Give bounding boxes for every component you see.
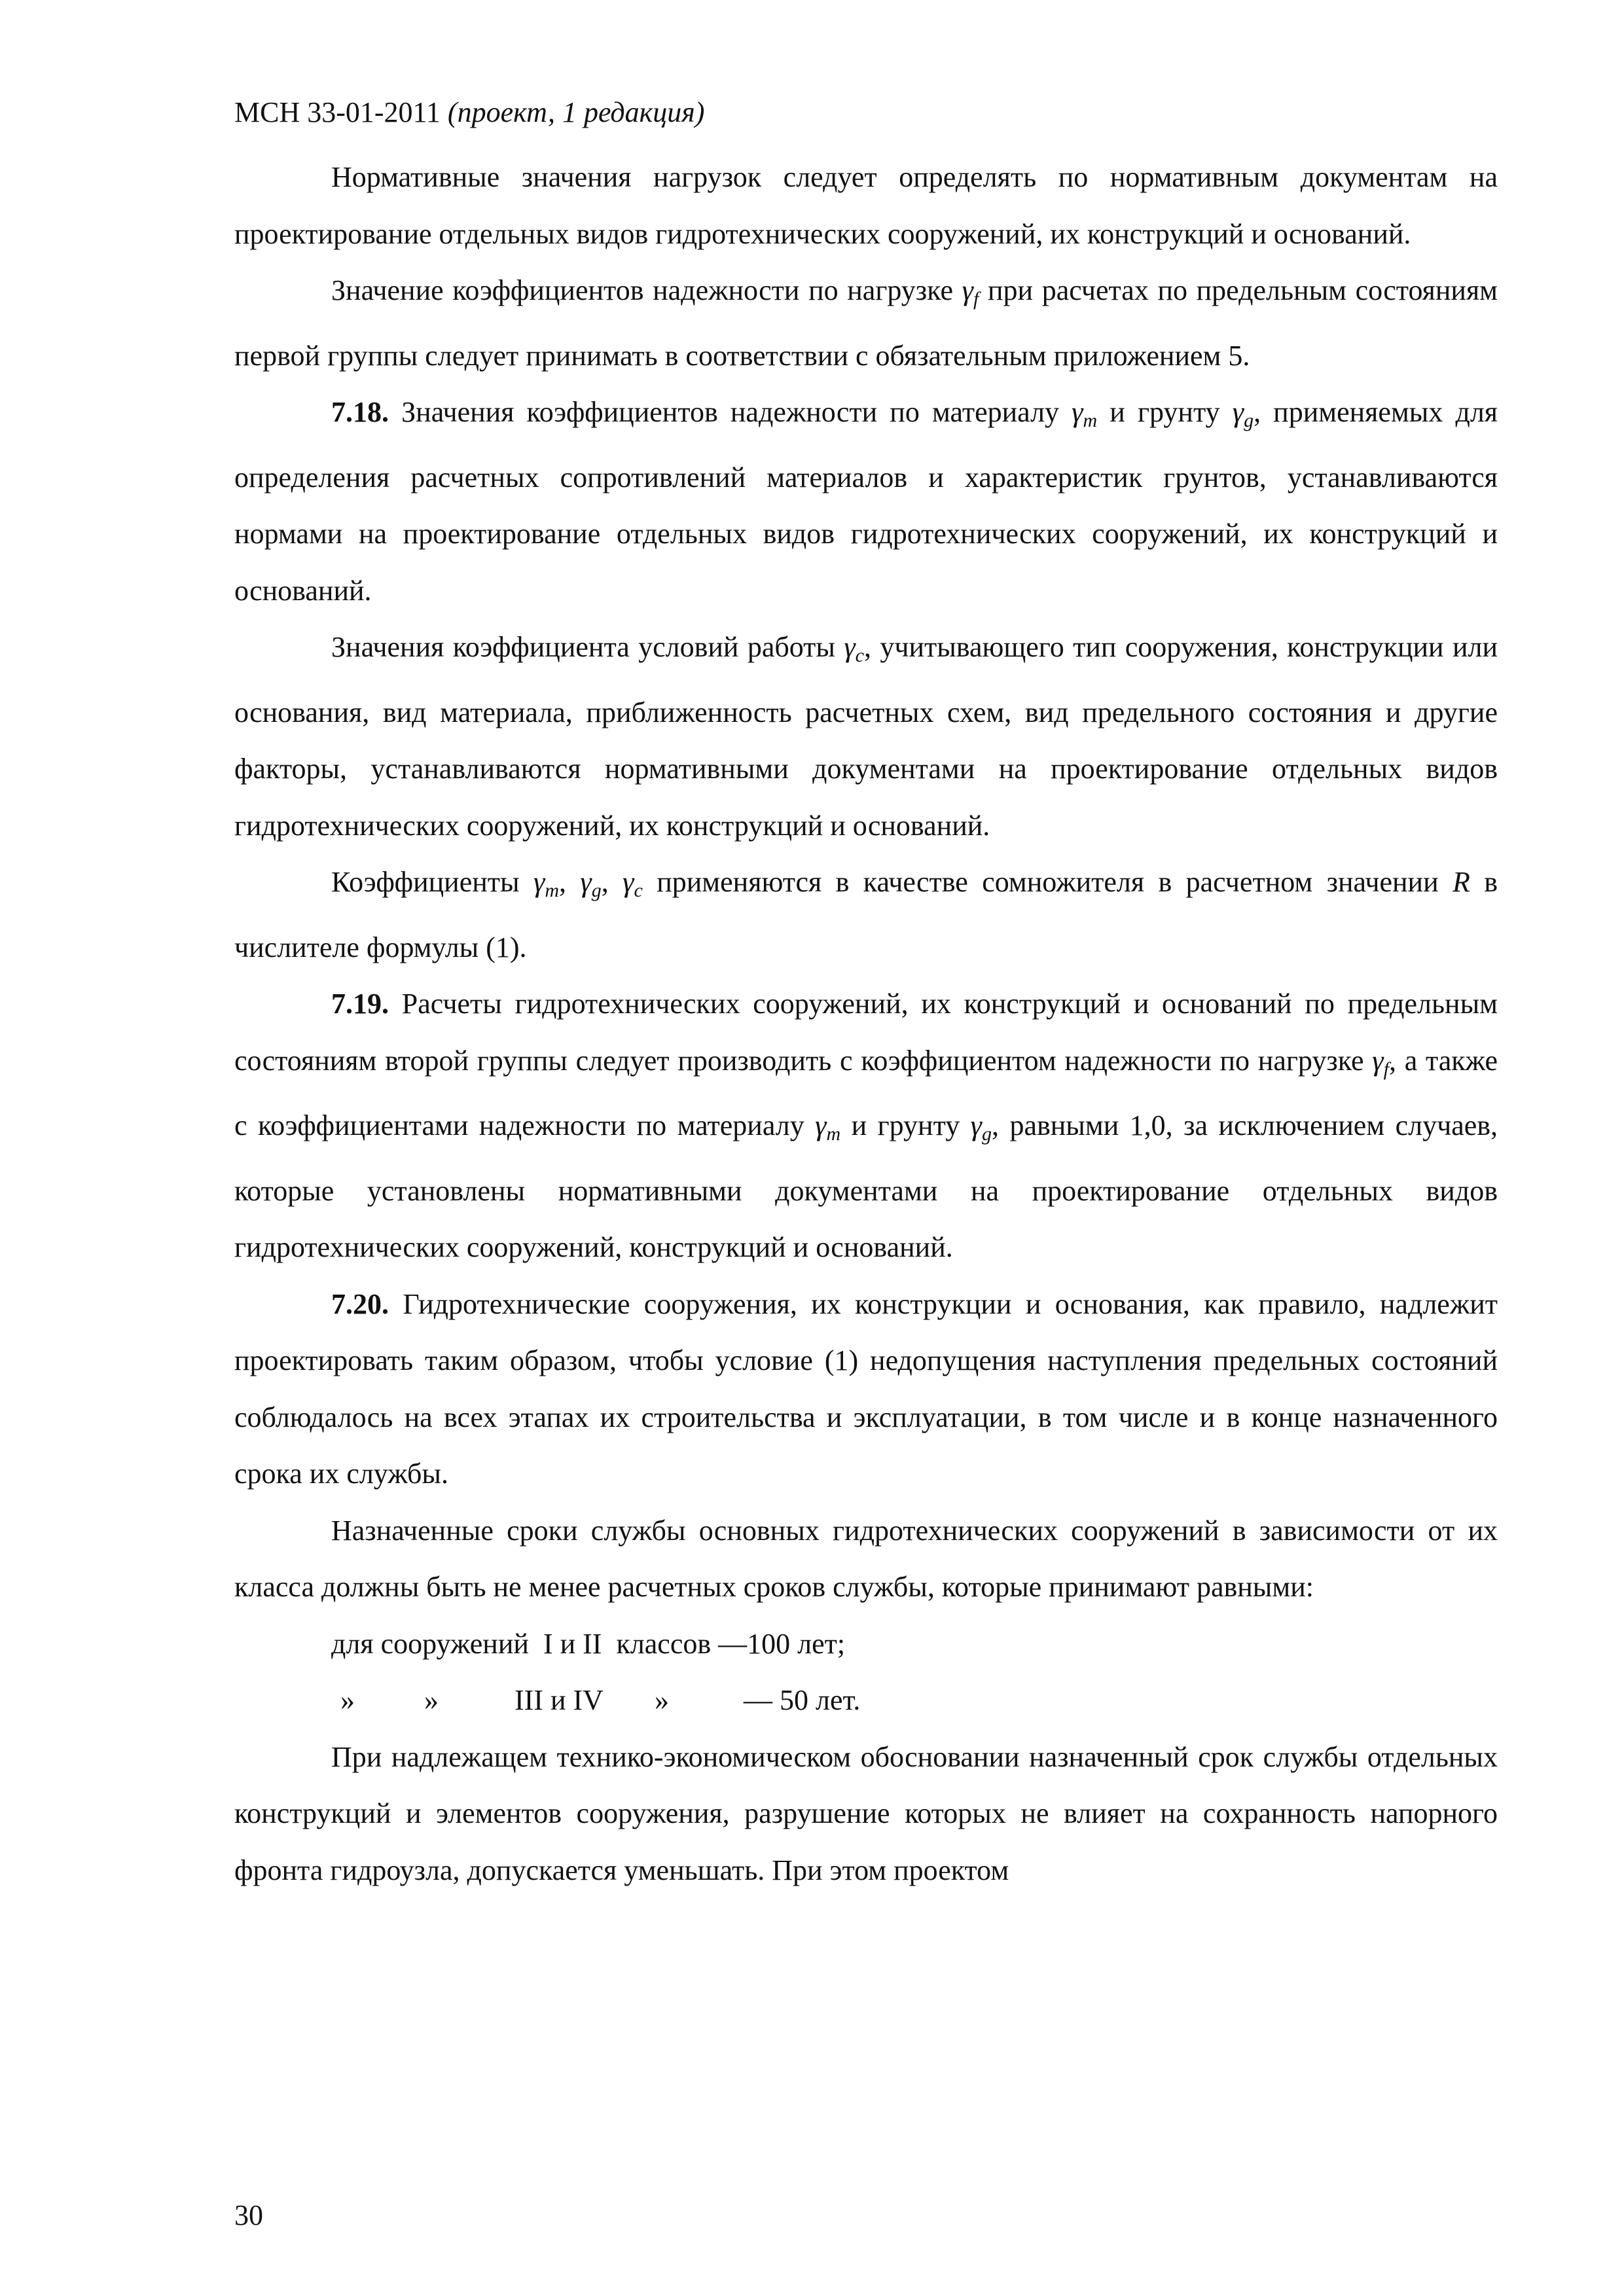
clause-7-18 [234,384,1498,619]
text-run: , а также с коэффициентами надежности по материалу [234,1044,1498,1141]
page-number: 30 [234,2199,263,2231]
subscript: c [634,880,643,901]
subscript: m [826,1123,841,1145]
class-range: III и IV [514,1684,604,1716]
text-run: Значения коэффициентов надежности по материалу [401,396,1060,428]
text-run: и грунту [851,1109,960,1141]
subscript: g [591,880,602,901]
text-run: при расчетах по предельным состояниям первой группы следует принимать в соответствии с обязательным приложением 5. [234,274,1498,372]
gamma-symbol: γ [970,1109,983,1141]
text-run: Коэффициенты [331,866,520,898]
subscript: m [1083,410,1098,431]
subscript: m [545,880,559,901]
subscript: f [973,288,979,310]
text-run: и грунту [1110,396,1220,428]
paragraph: Коэффициенты $\gamma_m$, $\gamma_g$, $\gamma_c$ применяются в качестве сомножителя в расчетном значении R в числителе формулы (1). [234,866,1498,963]
gamma-symbol: γ [1232,396,1244,428]
text-run: в числителе формулы (1). [234,866,1498,963]
service-life-row-2 [234,1672,1498,1729]
variable-r: R [1453,866,1470,898]
gamma-symbol: γ [962,274,973,306]
text-run: Значения коэффициента условий работы [331,631,835,663]
clause-7-19 [234,976,1498,1276]
service-life-row-1 [234,1616,1498,1673]
text-run: , равными 1,0, за исключением случаев, которые установлены нормативными документами на проектирование отдельных видов гидротехнических сооружений, конструкций и оснований. [234,1109,1498,1263]
paragraph: При надлежащем технико-экономическом обосновании назначенный срок службы отдельных конструкций и элементов сооружения, разрушение которых не влияет на сохранность напорного фронта гидроузла, допускается уменьшать. При этом проектом [234,1740,1498,1886]
document-code: МСН 33-01-2011 [234,96,441,128]
text-run: Гидротехнические сооружения, их конструкции и основания, как правило, надлежит проектировать таким образом, чтобы условие (1) недопущения наступления предельных состояний соблюдалось на всех этапах их строительства и эксплуатации, в том числе и в конце назначенного срока их службы. [234,1287,1498,1490]
gamma-symbol: γ [844,631,856,663]
gamma-symbol: γ [580,866,592,898]
text-run: Расчеты гидротехнических сооружений, их конструкций и оснований по предельным состояниям второй группы следует производить с коэффициентом надежности по нагрузке [234,988,1498,1077]
ditto-mark: » [340,1684,355,1716]
paragraph: Назначенные сроки службы основных гидротехнических сооружений в зависимости от их класса должны быть не менее расчетных сроков службы, которые принимают равными: [234,1514,1498,1603]
text-run: применяются в качестве сомножителя в расчетном значении [657,866,1439,898]
text-run: , учитывающего тип сооружения, конструкции или основания, вид материала, приближенность расчетных схем, вид предельного состояния и другие факторы, устанавливаются нормативными документами на проектирование отдельных видов гидротехнических сооружений, их конструкций и оснований. [234,631,1498,842]
subscript: f [1383,1058,1389,1080]
text-run: Значение коэффициентов надежности по нагрузке [331,274,953,306]
document-status: (проект, 1 редакция) [447,96,705,128]
clause-number: 7.19. [331,988,389,1020]
gamma-symbol: γ [623,866,634,898]
gamma-symbol: γ [533,866,545,898]
running-header [234,92,704,134]
text-run: , применяемых для определения расчетных сопротивлений материалов и характеристик грунтов, устанавливаются нормами на проектирование отдельных видов гидротехнических сооружений, их конструкций и оснований. [234,396,1498,607]
subscript: c [855,645,864,666]
paragraph [234,619,1498,854]
clause-number: 7.20. [331,1287,389,1320]
gamma-symbol: γ [815,1109,827,1141]
ditto-mark: » [424,1684,439,1716]
subscript: g [982,1123,992,1145]
clause-number: 7.18. [331,396,389,428]
clause-7-20 [234,1276,1498,1503]
gamma-symbol: γ [1372,1044,1384,1077]
service-life-text: для сооружений I и II классов —100 лет; [331,1627,846,1660]
ditto-mark: » [655,1684,669,1716]
subscript: g [1244,410,1254,431]
paragraph [234,262,1498,384]
gamma-symbol: γ [1072,396,1083,428]
paragraph: Нормативные значения нагрузок следует определять по нормативным документам на проектирование отдельных видов гидротехнических сооружений, их конструкций и оснований. [234,161,1498,250]
page-body [234,149,1498,1899]
service-life-value: — 50 лет. [744,1684,861,1716]
